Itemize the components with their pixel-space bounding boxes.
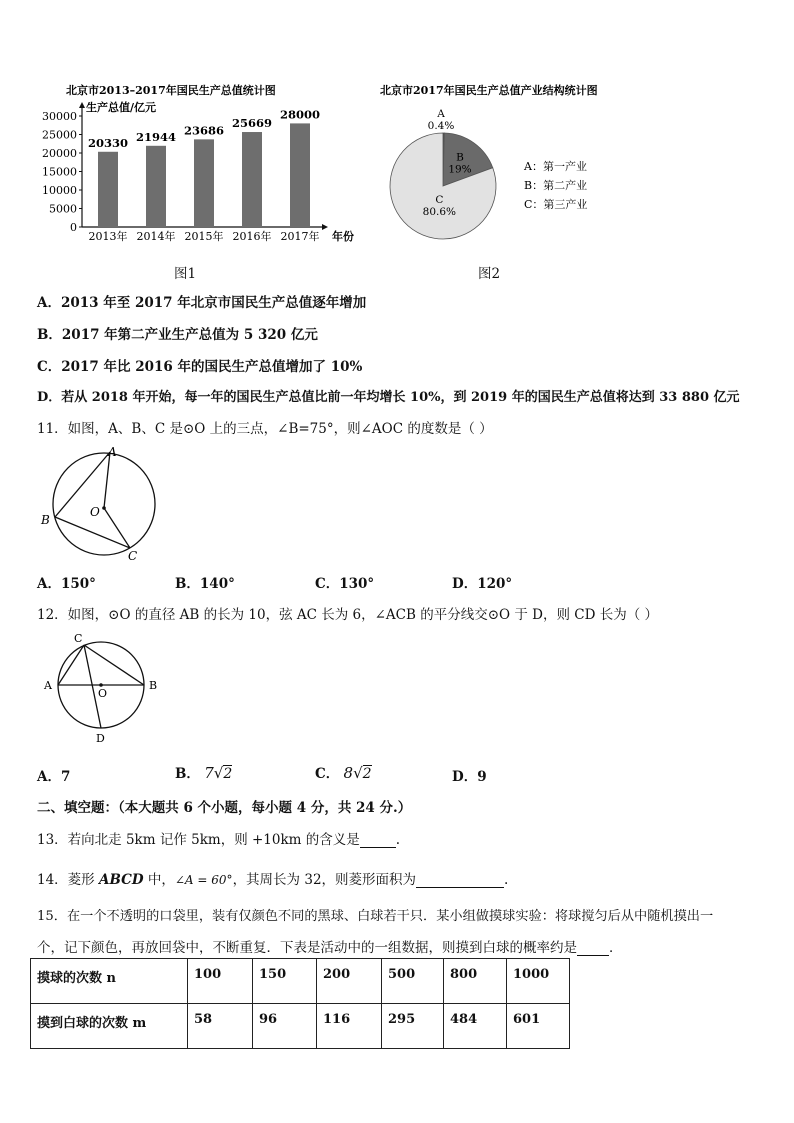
q11-option-c: C．130°	[315, 576, 375, 592]
q15-answer-blank	[577, 941, 609, 956]
q12-label-o: O	[98, 687, 108, 700]
q14-abcd: ABCD	[98, 872, 144, 888]
pie-label-c: C	[435, 194, 444, 207]
q11-label-b: B	[41, 513, 50, 527]
x-tick-label: 2017年	[280, 230, 320, 243]
q12-option-b-prefix: B．	[175, 766, 200, 782]
table-cell: 96	[253, 1004, 317, 1049]
y-tick-label: 0	[70, 221, 77, 234]
y-tick-label: 10000	[42, 184, 77, 197]
q14-text-pre: 14．菱形	[37, 872, 99, 888]
bar-value-label: 25669	[231, 116, 273, 131]
y-tick-label: 20000	[42, 147, 77, 160]
y-tick-label: 25000	[42, 128, 77, 142]
y-axis-arrow	[79, 102, 85, 108]
bar-value-label: 28000	[279, 107, 321, 122]
table-row	[31, 1004, 570, 1049]
bar	[290, 123, 310, 227]
q10-option-a: A．2013 年至 2017 年北京市国民生产总值逐年增加	[37, 295, 367, 311]
radical-icon: √	[213, 764, 224, 782]
q11-stem: 11．如图，A、B、C 是⊙O 上的三点，∠B=75°，则∠AOC 的度数是（ ）	[37, 421, 493, 437]
figure-1-caption: 图1	[174, 266, 197, 282]
figure-2-caption: 图2	[478, 266, 501, 282]
q12-option-c-radicand: 2	[362, 766, 372, 782]
q14-text-mid: 中，	[143, 872, 175, 888]
q12-stem: 12．如图，⊙O 的直径 AB 的长为 10，弦 AC 长为 6，∠ACB 的平分线交⊙O 于 D，则 CD 长为（ ）	[37, 607, 659, 623]
table-cell: 295	[382, 1004, 444, 1049]
table-cell: 100	[188, 959, 253, 1004]
bar-value-label: 21944	[135, 129, 177, 144]
q14-angle: ∠A = 60°	[174, 873, 233, 887]
q14-answer-blank	[416, 873, 504, 888]
y-tick-label: 30000	[42, 110, 77, 123]
bar-chart-xlabel: 年份	[332, 230, 354, 243]
pie-label-c-value: 80.6%	[422, 206, 457, 219]
q15-line-2	[37, 936, 623, 956]
bar-chart-title: 北京市2013–2017年国民生产总值统计图	[66, 84, 276, 97]
q11-option-d: D．120°	[452, 576, 513, 592]
table-cell: 800	[444, 959, 507, 1004]
table-cell: 摸到白球的次数 m	[31, 1004, 188, 1049]
bar-chart	[42, 76, 370, 248]
y-tick-label: 5000	[49, 202, 77, 216]
q12-option-b-radicand: 2	[223, 766, 233, 782]
x-tick-label: 2014年	[136, 230, 176, 243]
q12-option-c-prefix: C．	[315, 766, 340, 782]
q12-label-d: D	[96, 732, 105, 745]
q12-option-b	[175, 762, 232, 782]
table-cell: 601	[507, 1004, 570, 1049]
table-cell: 摸球的次数 n	[31, 959, 188, 1004]
q11-circle-figure	[38, 442, 168, 566]
table-cell: 58	[188, 1004, 253, 1049]
pie-label-a-value: 0.4%	[427, 120, 455, 132]
bar-value-label: 23686	[183, 123, 225, 138]
q15-line-2-end: ．	[609, 940, 623, 956]
pie-label-b-value: 19%	[448, 163, 472, 176]
table-cell: 484	[444, 1004, 507, 1049]
q13-end: .	[395, 832, 401, 848]
pie-label-a: A	[437, 108, 445, 120]
bar-value-label: 20330	[87, 135, 129, 150]
q12-label-b: B	[149, 679, 158, 692]
bar	[98, 152, 118, 227]
table-cell: 200	[317, 959, 382, 1004]
pie-legend-a: A：第一产业	[524, 160, 587, 173]
table-cell: 1000	[507, 959, 570, 1004]
q11-option-a: A．150°	[37, 576, 96, 592]
q10-option-d: D．若从 2018 年开始，每一年的国民生产总值比前一年均增长 10%，到 2019 年的国民生产总值将达到 33 880 亿元	[37, 390, 740, 405]
q12-option-c-coef: 8	[343, 764, 354, 782]
q12-option-a: A．7	[37, 769, 71, 785]
bar-chart-ylabel: 生产总值/亿元	[86, 101, 157, 114]
q11-label-c: C	[128, 549, 138, 563]
table-cell: 150	[253, 959, 317, 1004]
q12-option-d: D．9	[452, 769, 487, 785]
pie-legend-b: B：第二产业	[524, 179, 588, 192]
y-tick-label: 15000	[42, 165, 77, 179]
q12-circle-figure	[40, 630, 164, 748]
x-tick-label: 2013年	[88, 230, 128, 243]
q15-data-table	[30, 958, 570, 1049]
pie-legend-c: C：第三产业	[524, 198, 588, 211]
table-row	[31, 959, 570, 1004]
q14-text-post: ，其周长为 32，则菱形面积为	[232, 872, 417, 888]
q11-label-o: O	[90, 505, 100, 519]
q14	[37, 868, 508, 888]
q12-label-c: C	[74, 632, 83, 645]
q12-option-c	[315, 762, 372, 782]
bar	[146, 146, 166, 227]
q15-line-2-text: 个，记下颜色，再放回袋中，不断重复．下表是活动中的一组数据，则摸到白球的概率约是	[37, 940, 577, 956]
pie-chart	[378, 76, 638, 248]
q12-label-a: A	[44, 679, 52, 692]
q11-option-b: B．140°	[175, 576, 235, 592]
section-2-title: 二、填空题：（本大题共 6 个小题，每小题 4 分，共 24 分.）	[37, 800, 412, 816]
bar	[242, 132, 262, 227]
q12-option-b-coef: 7	[204, 764, 214, 782]
table-cell: 116	[317, 1004, 382, 1049]
q13-answer-blank	[360, 833, 396, 848]
bar	[194, 139, 214, 227]
q15-line-1: 15．在一个不透明的口袋里，装有仅颜色不同的黑球、白球若干只．某小组做摸球实验：将球搅匀后从中随机摸出一	[37, 909, 714, 924]
radical-icon: √	[353, 764, 363, 782]
q13-text: 13．若向北走 5km 记作 5km，则 +10km 的含义是	[37, 832, 360, 848]
x-tick-label: 2016年	[232, 230, 272, 243]
x-axis-arrow	[322, 224, 328, 230]
pie-label-b: B	[456, 151, 464, 164]
pie-chart-title: 北京市2017年国民生产总值产业结构统计图	[380, 84, 598, 97]
table-cell: 500	[382, 959, 444, 1004]
q13	[37, 828, 400, 848]
q10-option-b: B．2017 年第二产业生产总值为 5 320 亿元	[37, 327, 318, 343]
q14-end: .	[504, 872, 509, 888]
q10-option-c: C．2017 年比 2016 年的国民生产总值增加了 10%	[37, 359, 363, 375]
q11-label-a: A	[108, 445, 117, 459]
x-tick-label: 2015年	[184, 230, 224, 243]
